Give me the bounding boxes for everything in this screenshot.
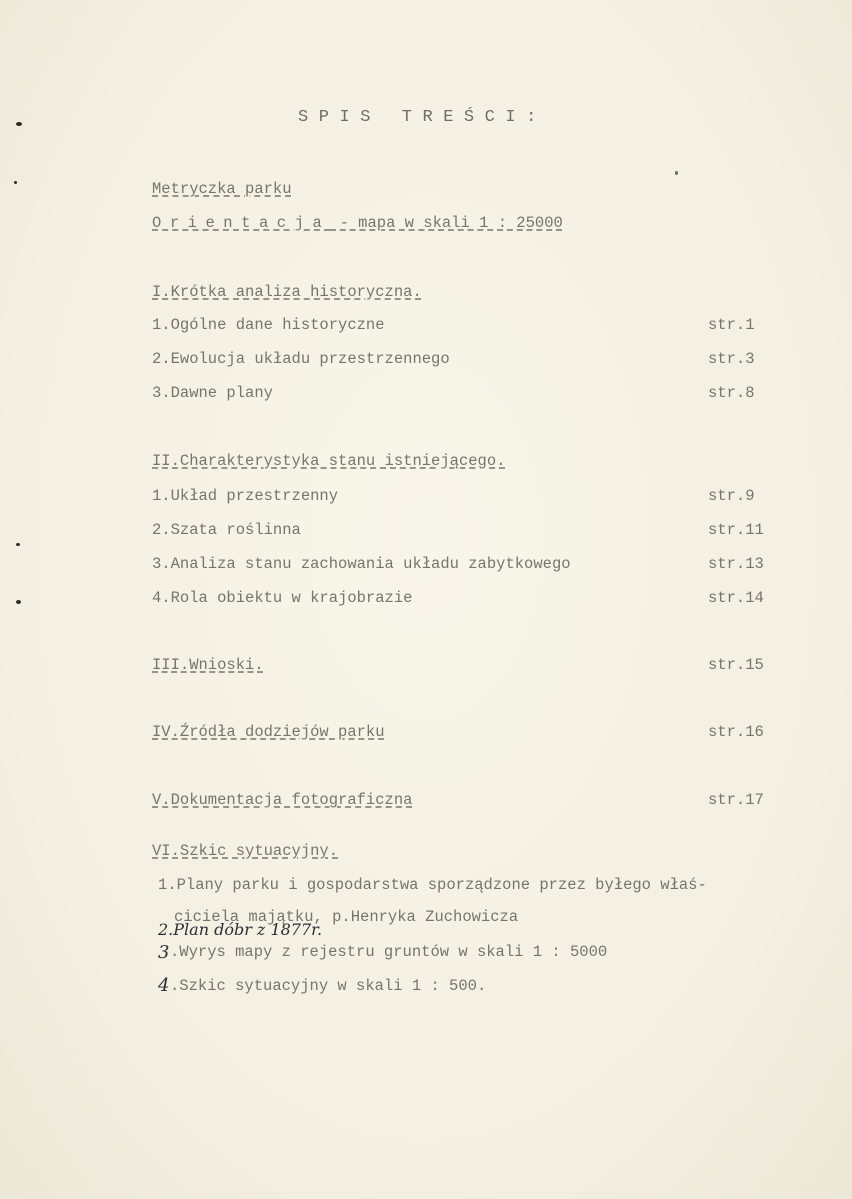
binding-mark (16, 122, 22, 126)
section-heading-3: III.Wnioski. (152, 656, 264, 674)
toc-item-label: 1.Ogólne dane historyczne (152, 316, 385, 334)
binding-mark (16, 543, 20, 546)
toc-item-label: .Szkic sytuacyjny w skali 1 : 500. (170, 977, 487, 995)
section-heading-1: I.Krótka analiza historyczna. (152, 283, 422, 301)
binding-mark (16, 600, 21, 604)
toc-item-label-continued: ciciela majątku, p.Henryka Zuchowicza (174, 908, 519, 926)
toc-item-label: 1.Plany parku i gospodarstwa sporządzone przez byłego właś- (158, 876, 707, 894)
toc-item-page: str.11 (708, 521, 764, 539)
toc-item-page: str.8 (708, 384, 755, 402)
intro-metryczka: Metryczka parku (152, 180, 292, 198)
section-heading-4: IV.Źródła dodziejów parku (152, 723, 385, 741)
toc-item-page: str.13 (708, 555, 764, 573)
toc-item-label: .Wyrys mapy z rejestru gruntów w skali 1 : 5000 (170, 943, 608, 961)
page-title: SPIS TREŚCI: (298, 108, 547, 127)
intro-orientacja-spaced: Orientacja (152, 214, 331, 232)
toc-item-label: 1.Układ przestrzenny (152, 487, 339, 505)
section-heading-5: V.Dokumentacja fotograficzna (152, 791, 413, 809)
toc-item-page: str.3 (708, 350, 755, 368)
toc-item-label: 3.Analiza stanu zachowania układu zabytkowego (152, 555, 571, 573)
toc-item-page: str.16 (708, 723, 764, 741)
section-heading-6: VI.Szkic sytuacyjny. (152, 842, 339, 860)
handwritten-number: 4 (158, 975, 170, 996)
handwritten-number: 3 (158, 942, 170, 963)
intro-orientacja-rest: - mapa w skali 1 : 25000 (330, 214, 563, 232)
toc-item-page: str.9 (708, 487, 755, 505)
toc-item-page: str.17 (708, 791, 764, 809)
toc-item-label: 2.Ewolucja układu przestrzennego (152, 350, 450, 368)
toc-item-label: 4.Rola obiektu w krajobrazie (152, 589, 413, 607)
toc-item-label: 2.Szata roślinna (152, 521, 301, 539)
intro-orientacja (152, 214, 563, 232)
toc-item-page: str.14 (708, 589, 764, 607)
handwritten-insert: 2.Plan dóbr z 1877r. (158, 920, 323, 939)
toc-item-page: str.15 (708, 656, 764, 674)
binding-mark (14, 181, 17, 184)
toc-item-label: 3.Dawne plany (152, 384, 273, 402)
toc-item-page: str.1 (708, 316, 755, 334)
section-heading-2: II.Charakterystyka stanu istniejącego. (152, 452, 506, 470)
ink-speck (675, 171, 678, 175)
